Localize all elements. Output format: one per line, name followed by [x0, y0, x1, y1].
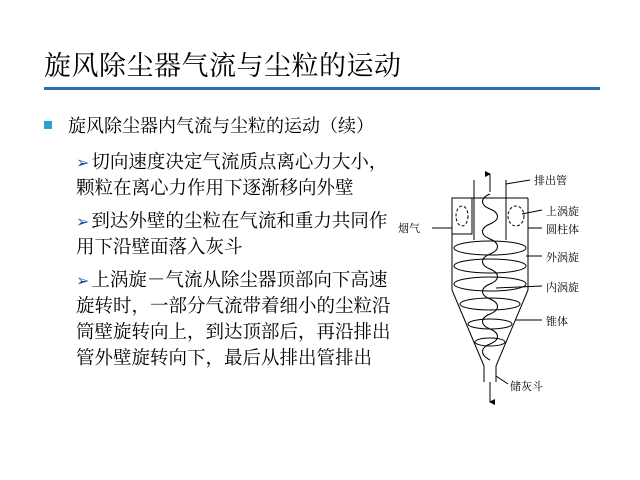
slide-title: 旋风除尘器气流与尘粒的运动 [44, 51, 402, 82]
outer-vortex-loop [454, 259, 526, 273]
sub-point-text: 到达外壁的尘粒在气流和重力共同作用下沿壁面落入灰斗 [76, 211, 388, 258]
sub-point [76, 268, 396, 372]
title-divider [44, 87, 600, 90]
label-outer-vortex: 外涡旋 [546, 251, 579, 264]
upper-vortex-loop [456, 206, 468, 226]
sub-point [76, 150, 396, 202]
main-bullet [44, 112, 374, 138]
upper-vortex-loop [508, 206, 524, 226]
label-inlet-gas: 烟气 [398, 222, 420, 235]
sub-point-text: 切向速度决定气流质点离心力大小，颗粒在离心力作用下逐渐移向外壁 [76, 152, 388, 199]
label-cone: 锥体 [546, 315, 568, 328]
sub-point-text: 上涡旋－气流从除尘器顶部向下高速旋转时，一部分气流带着细小的尘粒沿筒壁旋转向上，到达顶部后，再沿排出管外壁旋转向下，最后从排出管排出 [76, 270, 391, 369]
sub-points [76, 150, 396, 379]
inlet-box [452, 198, 472, 234]
main-bullet-text: 旋风除尘器内气流与尘粒的运动（续） [68, 116, 374, 137]
leader-line [522, 210, 542, 214]
square-bullet-icon [44, 121, 52, 129]
label-cylinder: 圆柱体 [546, 223, 579, 236]
label-inner-vortex: 内涡旋 [546, 281, 579, 294]
sub-point [76, 209, 396, 261]
label-outlet-pipe: 排出管 [534, 174, 567, 187]
outer-vortex-loop [475, 338, 505, 346]
outer-vortex-loop [460, 298, 520, 310]
outer-vortex-loop [468, 319, 512, 329]
arrow-bullet-icon: ➢ [76, 212, 90, 231]
leader-line [506, 180, 530, 184]
label-upper-vortex: 上涡旋 [546, 205, 579, 218]
cyclone-diagram [392, 170, 602, 420]
outer-vortex-loop [454, 241, 526, 255]
leader-line [496, 376, 508, 384]
arrow-bullet-icon: ➢ [76, 153, 90, 172]
arrow-bullet-icon: ➢ [76, 271, 90, 290]
label-ash-hopper: 储灰斗 [510, 380, 543, 393]
